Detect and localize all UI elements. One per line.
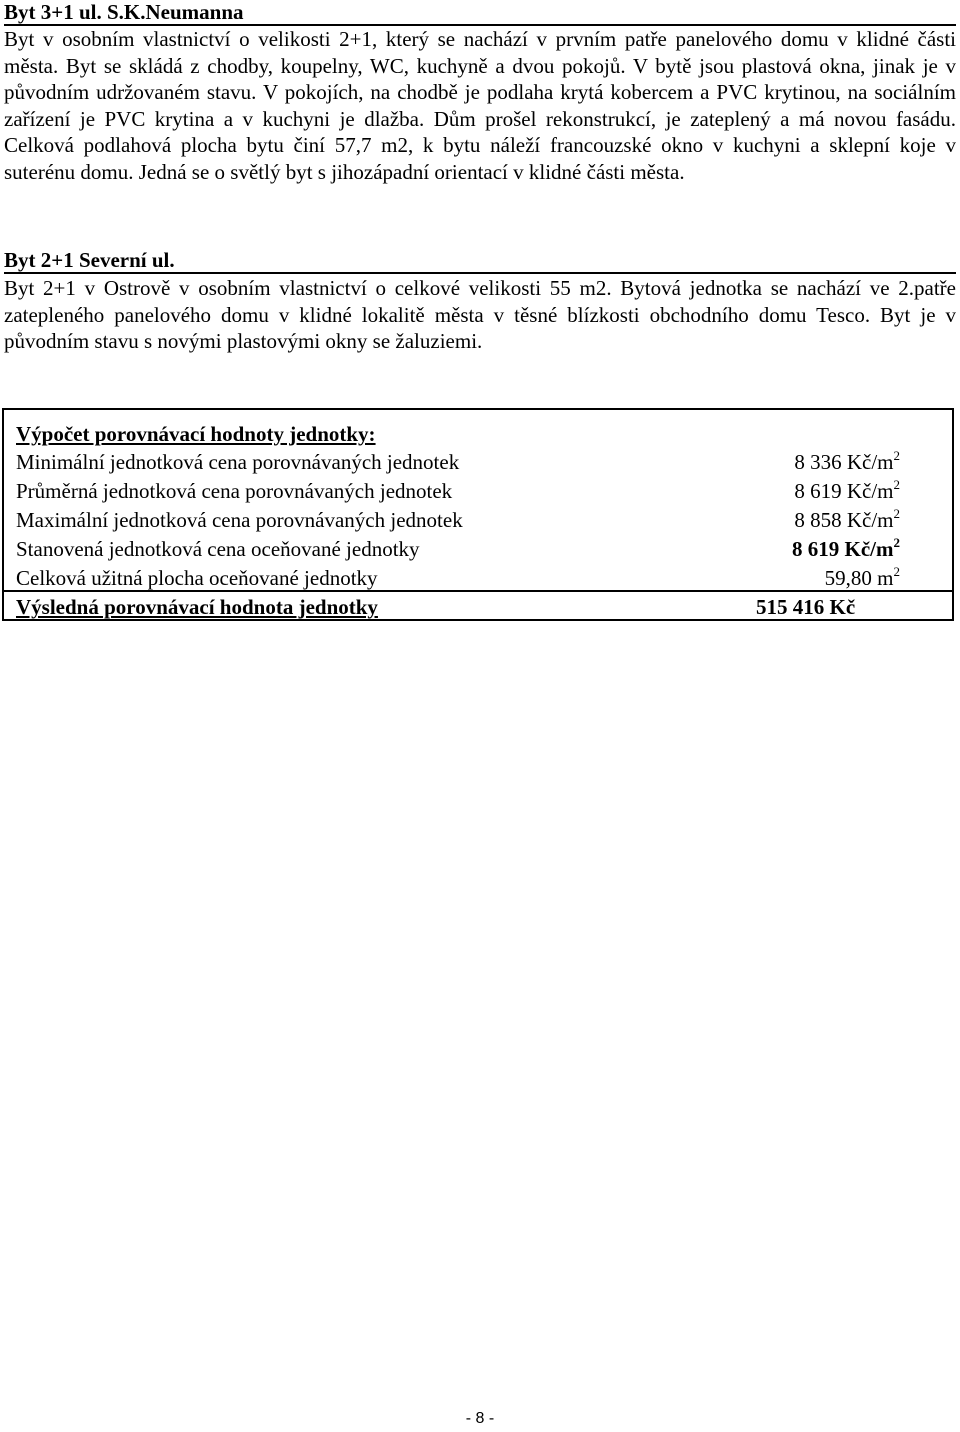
calc-value: 8 619 $Kč/m^2$ bbox=[794, 477, 900, 503]
calc-label: Průměrná jednotková cena porovnávaných jednotek bbox=[16, 479, 453, 503]
calculation-table bbox=[2, 408, 954, 621]
calc-result-row bbox=[4, 590, 952, 623]
calc-value: 8 858 $Kč/m^2$ bbox=[794, 506, 900, 532]
result-label: Výsledná porovnávací hodnota jednotky bbox=[16, 595, 378, 619]
calc-value: 8 619 $Kč/m^2$ bbox=[792, 535, 900, 561]
calculation-heading: Výpočet porovnávací hodnoty jednotky: bbox=[16, 422, 376, 446]
calc-value: 8 336 $Kč/m^2$ bbox=[794, 448, 900, 474]
calc-label: Maximální jednotková cena porovnávaných jednotek bbox=[16, 508, 463, 532]
calc-label: Stanovená jednotková cena oceňované jednotky bbox=[16, 537, 420, 561]
page-number: - 8 - bbox=[465, 1410, 495, 1427]
section-text-severni: Byt 2+1 v Ostrově v osobním vlastnictví o celkové velikosti 55 m2. Bytová jednotka se nachází ve 2.patře zatepleného panelového domu v klidné lokalitě města v těsné blízkosti obchodního domu Tesco. Byt je v původním stavu s novými plastovými okny se žaluziemi. bbox=[4, 276, 956, 354]
result-value: 515 416 Kč bbox=[756, 595, 856, 619]
calc-row-avg bbox=[16, 477, 952, 506]
calc-label: Minimální jednotková cena porovnávaných jednotek bbox=[16, 450, 460, 474]
calc-row-determined bbox=[16, 535, 952, 564]
calc-value: 59,80 $m^2$ bbox=[824, 564, 900, 590]
calc-row-min bbox=[16, 448, 952, 477]
section-title-severni: Byt 2+1 Severní ul. bbox=[4, 248, 956, 274]
section-text-neumanna: Byt v osobním vlastnictví o velikosti 2+1, který se nachází v prvním patře panelového domu v klidné části města. Byt se skládá z chodby, koupelny, WC, kuchyně a dvou pokojů. V bytě jsou plastová okna, jinak je v původním udržovaném stavu. V pokojích, na chodbě je podlaha krytá kobercem a PVC krytinou, na sociálním zařízení je PVC krytina a v kuchyni je dlažba. Dům prošel rekonstrukcí, je zateplený a má novou fasádu. Celková podlahová plocha bytu činí 57,7 m2, k bytu náleží francouzské okno v kuchyni a sklepní koje v suterénu domu. Jedná se o světlý byt s jihozápadní orientací v klidné části města. bbox=[4, 27, 956, 184]
calc-row-max bbox=[16, 506, 952, 535]
calc-label: Celková užitná plocha oceňované jednotky bbox=[16, 566, 378, 590]
section-title-neumanna: Byt 3+1 ul. S.K.Neumanna bbox=[4, 0, 956, 26]
calc-row-area bbox=[16, 564, 952, 593]
